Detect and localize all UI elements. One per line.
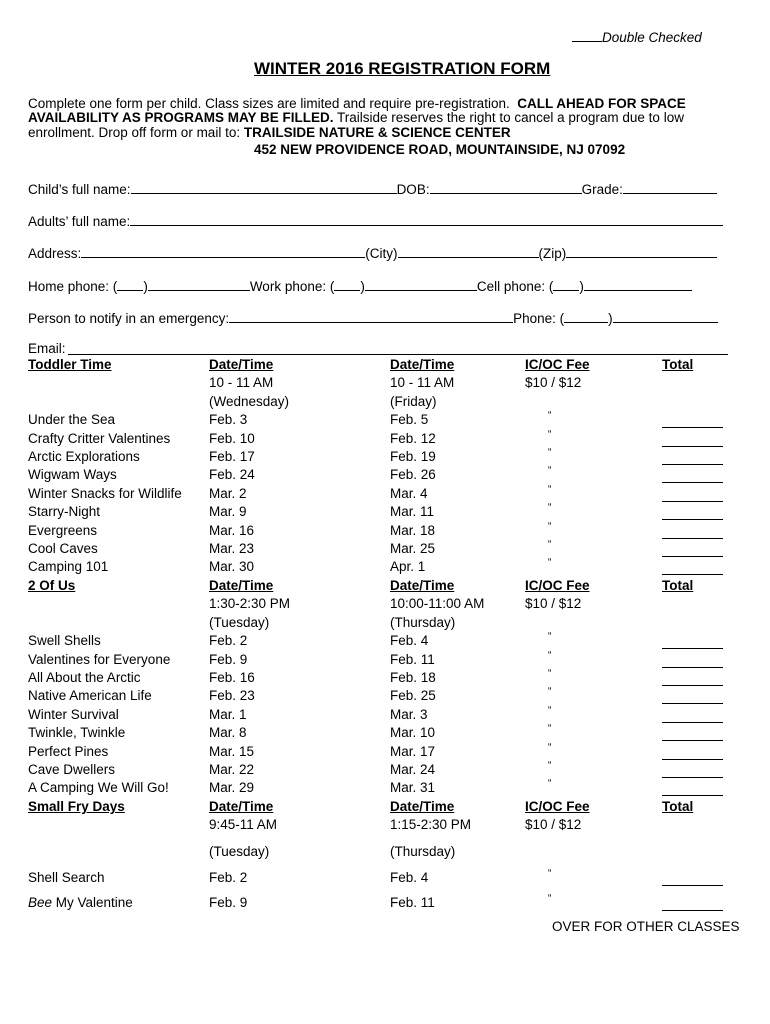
class-row: [0, 895, 770, 913]
paren: ): [608, 311, 613, 326]
class-name: Twinkle, Twinkle: [28, 725, 126, 741]
zip-label: (Zip): [538, 246, 567, 261]
class-date-2: Mar. 3: [390, 706, 428, 722]
weekday-2: (Thursday): [390, 844, 456, 860]
class-row: [0, 704, 770, 725]
class-date-2: Mar. 18: [390, 522, 436, 538]
fee-ditto-mark: “: [548, 410, 552, 422]
grade-label: Grade:: [581, 182, 623, 197]
paren: ): [360, 279, 365, 294]
class-name: Wigwam Ways: [28, 467, 117, 483]
class-date-1: Feb. 2: [209, 633, 248, 649]
class-date-1: Feb. 10: [209, 430, 255, 446]
column-head-date-1: Date/Time: [209, 799, 274, 814]
email-label: Email:: [28, 341, 66, 356]
class-name: Perfect Pines: [28, 743, 109, 759]
fee-ditto-mark: “: [548, 741, 552, 753]
class-name: Native American Life: [28, 688, 152, 704]
time-slot-2: 10:00-11:00 AM: [390, 596, 485, 612]
class-row: [0, 428, 770, 449]
total-field[interactable]: [662, 538, 723, 539]
class-date-1: Mar. 22: [209, 762, 255, 777]
class-row: [0, 504, 770, 522]
total-field[interactable]: [662, 740, 723, 741]
fee-value: $10 / $12: [525, 375, 582, 391]
class-date-2: Feb. 12: [390, 430, 436, 446]
class-name: Cool Caves: [28, 541, 98, 556]
total-field[interactable]: [662, 777, 723, 778]
child-name-field[interactable]: [131, 180, 397, 194]
class-date-2: Mar. 11: [390, 504, 435, 520]
fee-ditto-mark: “: [548, 778, 552, 790]
intro-text-3: enrollment. Drop off form or mail to:: [28, 125, 244, 140]
section-days: [0, 394, 770, 412]
class-row: [0, 725, 770, 743]
fee-ditto-mark: “: [548, 760, 552, 771]
section-title: 2 Of Us: [28, 578, 76, 593]
total-field[interactable]: [662, 482, 723, 483]
emergency-phone-area[interactable]: [564, 309, 608, 323]
fee-ditto-mark: “: [548, 557, 552, 569]
total-field[interactable]: [662, 685, 723, 686]
dob-field[interactable]: [430, 180, 582, 194]
class-row: [0, 541, 770, 559]
home-phone-area[interactable]: [117, 277, 143, 291]
city-label: (City): [365, 246, 398, 261]
intro-line-2: [28, 110, 684, 125]
class-row: [0, 633, 770, 651]
zip-field[interactable]: [566, 244, 717, 258]
weekday-2: (Friday): [390, 393, 437, 409]
footer-note: OVER FOR OTHER CLASSES: [552, 919, 740, 934]
mail-to-address: 452 NEW PROVIDENCE ROAD, MOUNTAINSIDE, NJ 07092: [254, 142, 626, 157]
class-date-2: Feb. 4: [390, 633, 429, 649]
intro-callout-2: AVAILABILITY AS PROGRAMS MAY BE FILLED.: [28, 110, 334, 125]
class-name: Winter Survival: [28, 706, 119, 722]
class-row: [0, 762, 770, 780]
child-name-row: [28, 180, 717, 197]
address-field[interactable]: [81, 244, 365, 258]
phones-row: [28, 277, 692, 294]
section-times: [0, 375, 770, 393]
emergency-row: [28, 309, 718, 326]
class-date-1: Feb. 3: [209, 412, 248, 428]
address-label: Address:: [28, 246, 82, 261]
column-head-fee: IC/OC Fee: [525, 578, 590, 593]
class-date-2: Feb. 26: [390, 467, 436, 483]
class-date-1: Feb. 17: [209, 449, 255, 464]
class-row: [0, 670, 770, 688]
class-date-2: Mar. 4: [390, 485, 428, 501]
section-days: [0, 844, 770, 862]
column-head-total: Total: [662, 357, 694, 372]
fee-ditto-mark: “: [548, 465, 552, 477]
class-name: Valentines for Everyone: [28, 651, 171, 667]
total-field[interactable]: [662, 464, 723, 465]
weekday-1: (Tuesday): [209, 844, 270, 860]
cell-phone-label: Cell phone: (: [476, 279, 554, 294]
column-head-date-2: Date/Time: [390, 578, 455, 593]
fee-ditto-mark: “: [548, 447, 552, 458]
adults-name-row: [28, 212, 723, 229]
class-date-1: Feb. 24: [209, 467, 255, 483]
fee-ditto-mark: “: [548, 704, 552, 716]
class-date-2: Feb. 11: [390, 895, 435, 911]
section-days: [0, 615, 770, 633]
class-row: [0, 483, 770, 504]
class-date-2: Apr. 1: [390, 559, 426, 575]
class-date-2: Feb. 18: [390, 670, 436, 685]
column-head-fee: IC/OC Fee: [525, 357, 590, 372]
class-date-2: Feb. 25: [390, 688, 436, 704]
class-date-2: Mar. 10: [390, 725, 436, 741]
class-row: [0, 780, 770, 798]
fee-ditto-mark: “: [548, 868, 552, 880]
class-row: [0, 412, 770, 430]
weekday-1: (Wednesday): [209, 393, 290, 409]
fee-ditto-mark: “: [548, 483, 552, 495]
class-name: Evergreens: [28, 522, 98, 538]
class-date-2: Mar. 17: [390, 743, 436, 759]
fee-ditto-mark: “: [548, 520, 552, 532]
section-times: [0, 817, 770, 835]
emergency-phone-label: Phone: (: [513, 311, 565, 326]
class-row: [0, 520, 770, 541]
total-field[interactable]: [662, 519, 723, 520]
class-date-1: Mar. 30: [209, 559, 255, 575]
class-date-1: Mar. 2: [209, 485, 247, 501]
time-slot-1: 10 - 11 AM: [209, 375, 274, 391]
class-date-2: Mar. 25: [390, 541, 436, 556]
class-row: [0, 688, 770, 706]
double-checked-line: [572, 28, 702, 45]
cell-phone-area[interactable]: [553, 277, 579, 291]
column-head-fee: IC/OC Fee: [525, 799, 590, 814]
intro-line-1: [28, 96, 686, 111]
section-header: [0, 578, 770, 596]
fee-ditto-mark: “: [548, 428, 552, 440]
emergency-field[interactable]: [229, 309, 513, 323]
class-name: Shell Search: [28, 870, 105, 886]
fee-ditto-mark: “: [548, 686, 552, 698]
weekday-2: (Thursday): [390, 614, 456, 630]
total-field[interactable]: [662, 910, 723, 911]
intro-line-3: [28, 125, 511, 140]
total-field[interactable]: [662, 648, 723, 649]
total-field[interactable]: [662, 722, 723, 723]
class-date-1: Mar. 29: [209, 780, 255, 796]
column-head-date-1: Date/Time: [209, 578, 274, 593]
class-date-1: Mar. 1: [209, 706, 247, 722]
column-head-total: Total: [662, 578, 694, 593]
class-row: [0, 449, 770, 467]
intro-callout: CALL AHEAD FOR SPACE: [517, 96, 686, 111]
class-date-2: Feb. 5: [390, 412, 429, 428]
total-field[interactable]: [662, 759, 723, 760]
time-slot-2: 10 - 11 AM: [390, 375, 455, 391]
fee-value: $10 / $12: [525, 817, 582, 833]
work-phone-label: Work phone: (: [249, 279, 335, 294]
home-phone-label: Home phone: (: [28, 279, 118, 294]
section-header: [0, 357, 770, 375]
total-field[interactable]: [662, 446, 723, 447]
class-date-1: Mar. 16: [209, 522, 255, 538]
total-field[interactable]: [662, 795, 723, 796]
class-date-1: Feb. 2: [209, 870, 248, 886]
class-date-1: Mar. 8: [209, 725, 247, 741]
class-name: Crafty Critter Valentines: [28, 430, 171, 446]
paren: ): [143, 279, 148, 294]
class-name: Winter Snacks for Wildlife: [28, 485, 182, 501]
home-phone-field[interactable]: [148, 277, 250, 291]
class-date-1: Feb. 23: [209, 688, 255, 704]
intro-text: Complete one form per child. Class sizes are limited and require pre-registration.: [28, 96, 510, 111]
class-name: Bee My Valentine: [28, 895, 133, 911]
child-name-label: Child’s full name:: [28, 182, 131, 197]
adults-name-field[interactable]: [130, 212, 723, 226]
paren: ): [579, 279, 584, 294]
class-name: A Camping We Will Go!: [28, 780, 169, 796]
total-field[interactable]: [662, 427, 723, 428]
emergency-phone-field[interactable]: [613, 309, 718, 323]
work-phone-area[interactable]: [334, 277, 360, 291]
work-phone-field[interactable]: [365, 277, 477, 291]
fee-ditto-mark: “: [548, 723, 552, 735]
class-date-1: Mar. 23: [209, 541, 255, 556]
class-name: Starry-Night: [28, 504, 101, 520]
fee-ditto-mark: “: [548, 893, 552, 905]
class-row: [0, 870, 770, 888]
total-field[interactable]: [662, 703, 723, 704]
class-date-1: Feb. 9: [209, 651, 248, 667]
class-row: [0, 741, 770, 762]
column-head-total: Total: [662, 799, 694, 814]
total-field[interactable]: [662, 574, 723, 575]
mail-to-name: TRAILSIDE NATURE & SCIENCE CENTER: [243, 125, 511, 140]
section-title: Toddler Time: [28, 357, 112, 372]
class-name: Arctic Explorations: [28, 449, 140, 464]
column-head-date-2: Date/Time: [390, 357, 455, 372]
class-row: [0, 559, 770, 577]
class-date-1: Feb. 16: [209, 670, 255, 685]
fee-ditto-mark: “: [548, 631, 552, 643]
class-name: All About the Arctic: [28, 670, 141, 685]
section-header: [0, 799, 770, 817]
email-row: [28, 341, 66, 356]
column-head-date-1: Date/Time: [209, 357, 274, 372]
time-slot-2: 1:15-2:30 PM: [390, 817, 472, 833]
weekday-1: (Tuesday): [209, 614, 270, 630]
class-row: [0, 649, 770, 670]
class-date-2: Feb. 4: [390, 870, 429, 886]
adults-name-label: Adults’ full name:: [28, 214, 131, 229]
total-field[interactable]: [662, 667, 723, 668]
class-name: Camping 101: [28, 559, 109, 575]
double-checked-blank[interactable]: [572, 28, 602, 42]
class-date-2: Mar. 24: [390, 762, 436, 777]
cell-phone-field[interactable]: [584, 277, 692, 291]
class-date-1: Mar. 9: [209, 504, 247, 520]
class-name: Cave Dwellers: [28, 762, 116, 777]
total-field[interactable]: [662, 885, 723, 886]
page-title: WINTER 2016 REGISTRATION FORM: [254, 59, 551, 78]
class-date-2: Feb. 19: [390, 449, 436, 464]
class-date-1: Mar. 15: [209, 743, 255, 759]
time-slot-1: 1:30-2:30 PM: [209, 596, 291, 612]
column-head-date-2: Date/Time: [390, 799, 455, 814]
fee-ditto-mark: “: [548, 539, 552, 550]
double-checked-label: Double Checked: [602, 30, 702, 45]
grade-field[interactable]: [623, 180, 717, 194]
section-title: Small Fry Days: [28, 799, 125, 814]
emergency-label: Person to notify in an emergency:: [28, 311, 230, 326]
address-row: [28, 244, 717, 261]
class-date-1: Feb. 9: [209, 895, 248, 911]
class-name: Swell Shells: [28, 633, 101, 649]
class-row: [0, 467, 770, 485]
fee-ditto-mark: “: [548, 668, 552, 679]
intro-text-2: Trailside reserves the right to cancel a program due to low: [333, 110, 684, 125]
total-field[interactable]: [662, 501, 723, 502]
class-name: Under the Sea: [28, 412, 116, 428]
total-field[interactable]: [662, 556, 723, 557]
city-field[interactable]: [398, 244, 539, 258]
fee-value: $10 / $12: [525, 596, 582, 612]
fee-ditto-mark: “: [548, 502, 552, 514]
fee-ditto-mark: “: [548, 649, 552, 661]
class-date-2: Feb. 11: [390, 651, 435, 667]
section-times: [0, 596, 770, 614]
email-field[interactable]: [68, 354, 728, 355]
class-date-2: Mar. 31: [390, 780, 436, 796]
time-slot-1: 9:45-11 AM: [209, 817, 278, 833]
dob-label: DOB:: [396, 182, 430, 197]
